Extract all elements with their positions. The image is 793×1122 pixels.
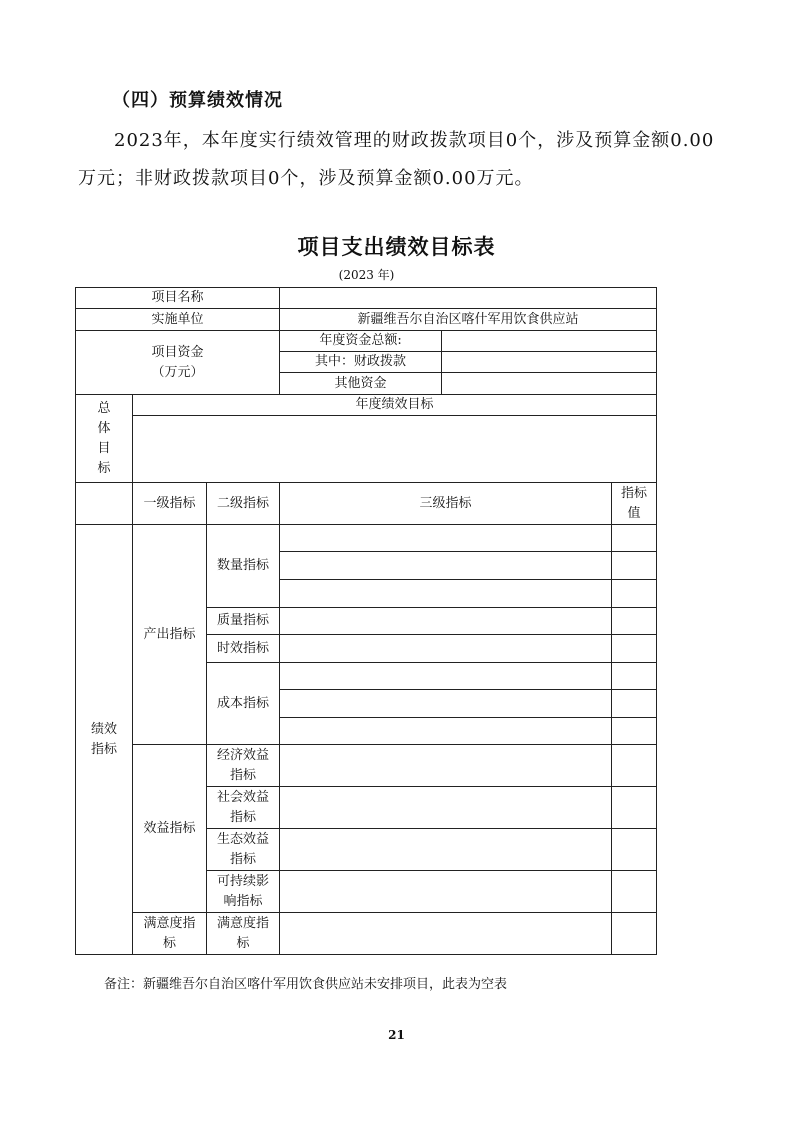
unit-value: 新疆维吾尔自治区喀什军用饮食供应站 (280, 309, 657, 331)
funds-fiscal-value (442, 352, 657, 373)
table-cell (612, 690, 657, 718)
table-cell (612, 829, 657, 871)
quality-indicator-label: 质量指标 (207, 608, 280, 635)
annual-goal-content (133, 416, 657, 483)
funds-total-value (442, 331, 657, 352)
table-cell (612, 718, 657, 745)
satisfaction-level2-label: 满意度指标 (207, 913, 280, 955)
section-paragraph: 2023年，本年度实行绩效管理的财政拨款项目0个，涉及预算金额0.00万元；非财政拨款项目0个，涉及预算金额0.00万元。 (78, 130, 715, 189)
table-cell (612, 608, 657, 635)
ecological-indicator-label: 生态效益指标 (207, 829, 280, 871)
table-cell (280, 608, 612, 635)
cost-indicator-label: 成本指标 (207, 663, 280, 745)
funds-fiscal-label: 其中：财政拨款 (280, 352, 442, 373)
table-cell (280, 525, 612, 552)
funds-unit: （万元） (151, 364, 204, 380)
funds-other-label: 其他资金 (280, 373, 442, 395)
table-cell (612, 663, 657, 690)
satisfaction-level1-label: 满意度指标 (133, 913, 207, 955)
header-level2: 二级指标 (207, 483, 280, 525)
economic-indicator-label: 经济效益指标 (207, 745, 280, 787)
annual-goal-label: 年度绩效目标 (133, 395, 657, 416)
sustainable-indicator-label: 可持续影响指标 (207, 871, 280, 913)
table-cell (612, 580, 657, 608)
project-name-value (280, 288, 657, 309)
header-level3: 三级指标 (280, 483, 612, 525)
funds-total-label: 年度资金总额: (280, 331, 442, 352)
table-year: (2023 年) (338, 268, 395, 282)
table-cell (280, 718, 612, 745)
table-cell (280, 580, 612, 608)
social-indicator-label: 社会效益指标 (207, 787, 280, 829)
funds-other-value (442, 373, 657, 395)
table-note: 备注：新疆维吾尔自治区喀什军用饮食供应站未安排项目，此表为空表 (104, 977, 508, 992)
header-value: 指标值 (612, 483, 657, 525)
timeliness-indicator-label: 时效指标 (207, 635, 280, 663)
table-cell (280, 871, 612, 913)
performance-target-table (75, 287, 657, 955)
perf-indicator-label: 绩效指标 (76, 525, 133, 955)
funds-label-cell (76, 331, 280, 395)
table-cell (280, 635, 612, 663)
table-cell (280, 787, 612, 829)
section-heading: （四）预算绩效情况 (112, 90, 283, 111)
header-blank (76, 483, 133, 525)
table-cell (280, 829, 612, 871)
table-cell (280, 663, 612, 690)
overall-goal-label: 总体目标 (76, 395, 133, 483)
output-indicator-label: 产出指标 (133, 525, 207, 745)
table-cell (612, 552, 657, 580)
project-name-label: 项目名称 (76, 288, 280, 309)
table-cell (612, 745, 657, 787)
table-cell (612, 635, 657, 663)
table-cell (612, 525, 657, 552)
table-cell (280, 690, 612, 718)
table-cell (280, 552, 612, 580)
page-number: 21 (388, 1028, 405, 1042)
funds-label: 项目资金 (151, 344, 204, 360)
table-cell (612, 871, 657, 913)
quantity-indicator-label: 数量指标 (207, 525, 280, 608)
header-level1: 一级指标 (133, 483, 207, 525)
table-cell (280, 913, 612, 955)
table-cell (280, 745, 612, 787)
unit-label: 实施单位 (76, 309, 280, 331)
benefit-indicator-label: 效益指标 (133, 745, 207, 913)
table-title: 项目支出绩效目标表 (297, 235, 496, 259)
table-cell (612, 787, 657, 829)
table-cell (612, 913, 657, 955)
